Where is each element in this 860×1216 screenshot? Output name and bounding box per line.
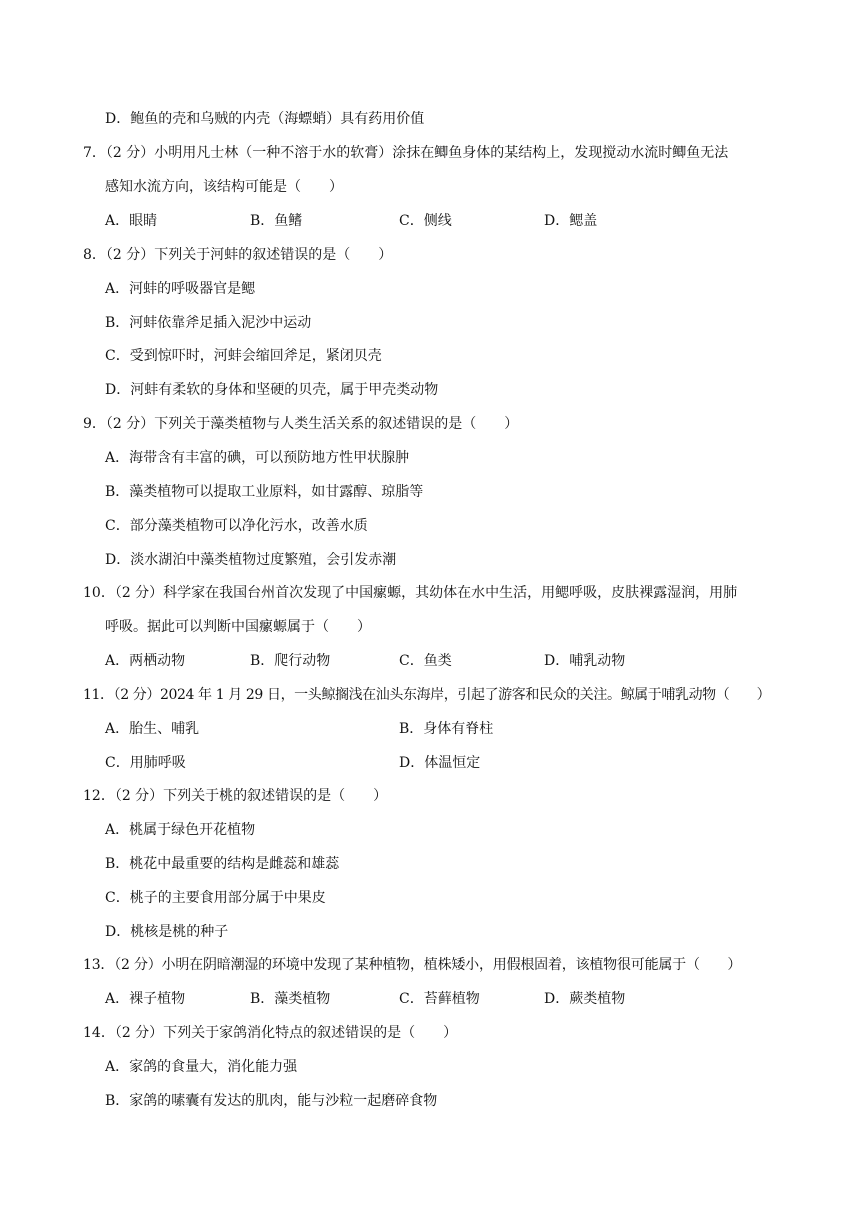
q8-stem: 8．（2 分）下列关于河蚌的叙述错误的是（ ） xyxy=(83,247,393,263)
q9-stem: 9．（2 分）下列关于藻类植物与人类生活关系的叙述错误的是（ ） xyxy=(83,416,519,432)
q12-option-d: D．桃核是桃的种子 xyxy=(105,924,229,940)
q7-option-b: B．鱼鳍 xyxy=(250,213,303,229)
q7-option-d: D．鳃盖 xyxy=(544,213,598,229)
q9-option-b: B．藻类植物可以提取工业原料，如甘露醇、琼脂等 xyxy=(105,484,424,500)
q11-option-b: B．身体有脊柱 xyxy=(399,721,494,737)
q13-stem: 13．（2 分）小明在阴暗潮湿的环境中发现了某种植物，植株矮小，用假根固着，该植物很可能属于（ ） xyxy=(83,957,742,973)
q14-option-a: A．家鸽的食量大，消化能力强 xyxy=(105,1059,298,1075)
q8-option-c: C．受到惊吓时，河蚌会缩回斧足，紧闭贝壳 xyxy=(105,348,382,364)
q10-option-b: B．爬行动物 xyxy=(250,653,331,669)
q10-option-c: C．鱼类 xyxy=(399,653,452,669)
q14-option-b: B．家鸽的嗉囊有发达的肌肉，能与沙粒一起磨碎食物 xyxy=(105,1093,438,1109)
q8-option-d: D．河蚌有柔软的身体和坚硬的贝壳，属于甲壳类动物 xyxy=(105,382,439,398)
q13-option-a: A．裸子植物 xyxy=(105,991,186,1007)
q9-option-a: A．海带含有丰富的碘，可以预防地方性甲状腺肿 xyxy=(105,450,410,466)
q13-option-c: C．苔藓植物 xyxy=(399,991,480,1007)
q12-stem: 12．（2 分）下列关于桃的叙述错误的是（ ） xyxy=(83,788,388,804)
q11-stem: 11．（2 分）2024 年 1 月 29 日，一头鲸搁浅在汕头东海岸，引起了游客和民众的关注。鲸属于哺乳动物（ ） xyxy=(83,687,771,703)
q7-option-c: C．侧线 xyxy=(399,213,452,229)
q7-stem-line2: 感知水流方向，该结构可能是（ ） xyxy=(105,179,343,195)
q10-stem-line2: 呼吸。据此可以判断中国瘰螈属于（ ） xyxy=(105,619,371,635)
q7-stem-line1: 7．（2 分）小明用凡士林（一种不溶于水的软膏）涂抹在鲫鱼身体的某结构上，发现搅动水流时鲫鱼无法 xyxy=(83,145,729,161)
q12-option-c: C．桃子的主要食用部分属于中果皮 xyxy=(105,890,326,906)
q12-option-a: A．桃属于绿色开花植物 xyxy=(105,822,256,838)
q13-option-d: D．蕨类植物 xyxy=(544,991,626,1007)
q9-option-c: C．部分藻类植物可以净化污水，改善水质 xyxy=(105,518,368,534)
q14-stem: 14．（2 分）下列关于家鸽消化特点的叙述错误的是（ ） xyxy=(83,1025,458,1041)
q8-option-b: B．河蚌依靠斧足插入泥沙中运动 xyxy=(105,315,312,331)
q10-option-a: A．两栖动物 xyxy=(105,653,186,669)
q9-option-d: D．淡水湖泊中藻类植物过度繁殖，会引发赤潮 xyxy=(105,552,397,568)
q11-option-a: A．胎生、哺乳 xyxy=(105,721,200,737)
q13-option-b: B．藻类植物 xyxy=(250,991,331,1007)
q10-option-d: D．哺乳动物 xyxy=(544,653,626,669)
q11-option-d: D．体温恒定 xyxy=(399,755,481,771)
q8-option-a: A．河蚌的呼吸器官是鳃 xyxy=(105,281,256,297)
q11-option-c: C．用肺呼吸 xyxy=(105,755,186,771)
q12-option-b: B．桃花中最重要的结构是雌蕊和雄蕊 xyxy=(105,856,340,872)
q10-stem-line1: 10．（2 分）科学家在我国台州首次发现了中国瘰螈，其幼体在水中生活，用鳃呼吸，皮肤裸露湿润，用肺 xyxy=(83,585,738,601)
q7-option-a: A．眼睛 xyxy=(105,213,158,229)
q6-option-d: D．鲍鱼的壳和乌贼的内壳（海螵蛸）具有药用价值 xyxy=(105,111,425,127)
